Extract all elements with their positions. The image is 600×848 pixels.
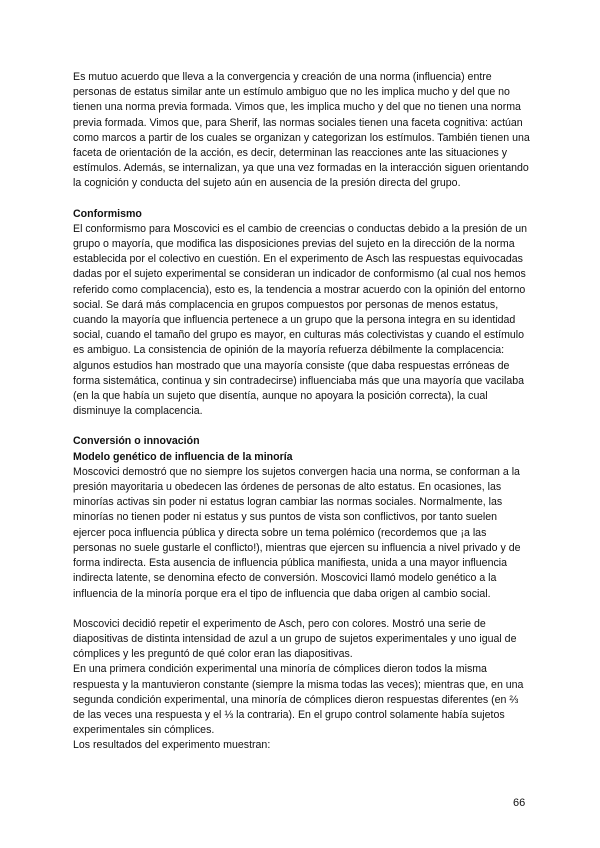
page-number: 66 bbox=[513, 797, 526, 809]
spacer bbox=[73, 192, 531, 207]
conformismo-paragraph: El conformismo para Moscovici es el cambio de creencias o conductas debido a la presión de un grupo o mayoría, que modifica las disposiciones previas del sujeto en la dirección de la norma establecida por el colectivo en cuestión. En el experimento de Asch las respuestas equivocadas dadas por el sujeto experimental se consideran un indicador de conformismo (al cual nos hemos referido como complacencia), esto es, la tendencia a mostrar acuerdo con la opinión del entorno social. Se dará más complacencia en grupos compuestos por personas de menos estatus, cuando la mayoría que influencia pertenece a un grupo que la persona integra en su identidad social, cuando el tamaño del grupo es mayor, en culturas más colectivistas y cuando el estímulo es ambiguo. La consistencia de opinión de la mayoría refuerza débilmente la complacencia: algunos estudios han mostrado que una mayoría consiste (que daba respuestas erróneas de forma sistemática, continua y sin contradecirse) influenciaba más que una mayoría que vacilaba (en la que había un sujeto que disentía, aunque no apoyara la posición correcta), la cual disminuye la complacencia. bbox=[73, 222, 528, 418]
intro-paragraph: Es mutuo acuerdo que lleva a la convergencia y creación de una norma (influencia) entre personas de estatus similar ante un estímulo ambiguo que no les implica mucho y del que no tienen una norma previa formada. Vimos que, les implica mucho y del que no tienen una norma previa formada. Vimos que, para Sherif, las normas sociales tienen una faceta cognitiva: actúan como marcos a partir de los cuales se organizan y categorizan los estímulos. También tienen una faceta de orientación de la acción, es decir, determinan las reacciones ante las situaciones y estímulos. Además, se internalizan, ya que una vez formadas en la interacción siguen orientando la cognición y conducta del sujeto aún en ausencia de la presión directa del grupo. bbox=[73, 71, 530, 190]
experimento-paragraph-3: Los resultados del experimento muestran: bbox=[73, 739, 271, 752]
spacer bbox=[73, 602, 531, 617]
experimento-paragraph-2: En una primera condición experimental una minoría de cómplices dieron todos la misma respuesta y la mantuvieron constante (siempre la misma todas las veces); mientras que, en una segunda condición experimental, una minoría de cómplices dieron respuestas diferentes (en ⅔ de las veces una respuesta y el ⅓ la contraria). En el grupo control solamente había sujetos experimentales sin cómplices. bbox=[73, 663, 524, 737]
modelo-heading: Modelo genético de influencia de la minoría bbox=[73, 450, 293, 463]
modelo-paragraph: Moscovici demostró que no siempre los sujetos convergen hacia una norma, se conforman a la presión mayoritaria u obedecen las órdenes de personas de alto estatus. En ocasiones, las minorías activas sin poder ni estatus logran cambiar las normas sociales. Normalmente, las minorías no tienen poder ni estatus y sus puntos de vista son conflictivos, por tanto suelen ejercer poca influencia pública y directa sobre un tema polémico (recordemos que ¡a las personas no suele gustarle el conflicto!), mientras que ejercen su influencia a nivel privado y de forma indirecta. Esta ausencia de influencia pública manifiesta, unida a una mayor influencia indirecta latente, se denomina efecto de conversión. Moscovici llamó modelo genético a la influencia de la minoría porque era el tipo de influencia que daba origen al cambio social. bbox=[73, 465, 521, 600]
experimento-paragraph-1: Moscovici decidió repetir el experimento de Asch, pero con colores. Mostró una serie de diapositivas de distinta intensidad de azul a un grupo de sujetos experimentales y uno igual de cómplices y les preguntó de qué color eran las diapositivas. bbox=[73, 617, 517, 661]
conformismo-heading: Conformismo bbox=[73, 207, 142, 220]
spacer bbox=[73, 419, 531, 434]
document-page bbox=[73, 70, 531, 754]
conversion-heading: Conversión o innovación bbox=[73, 435, 200, 448]
